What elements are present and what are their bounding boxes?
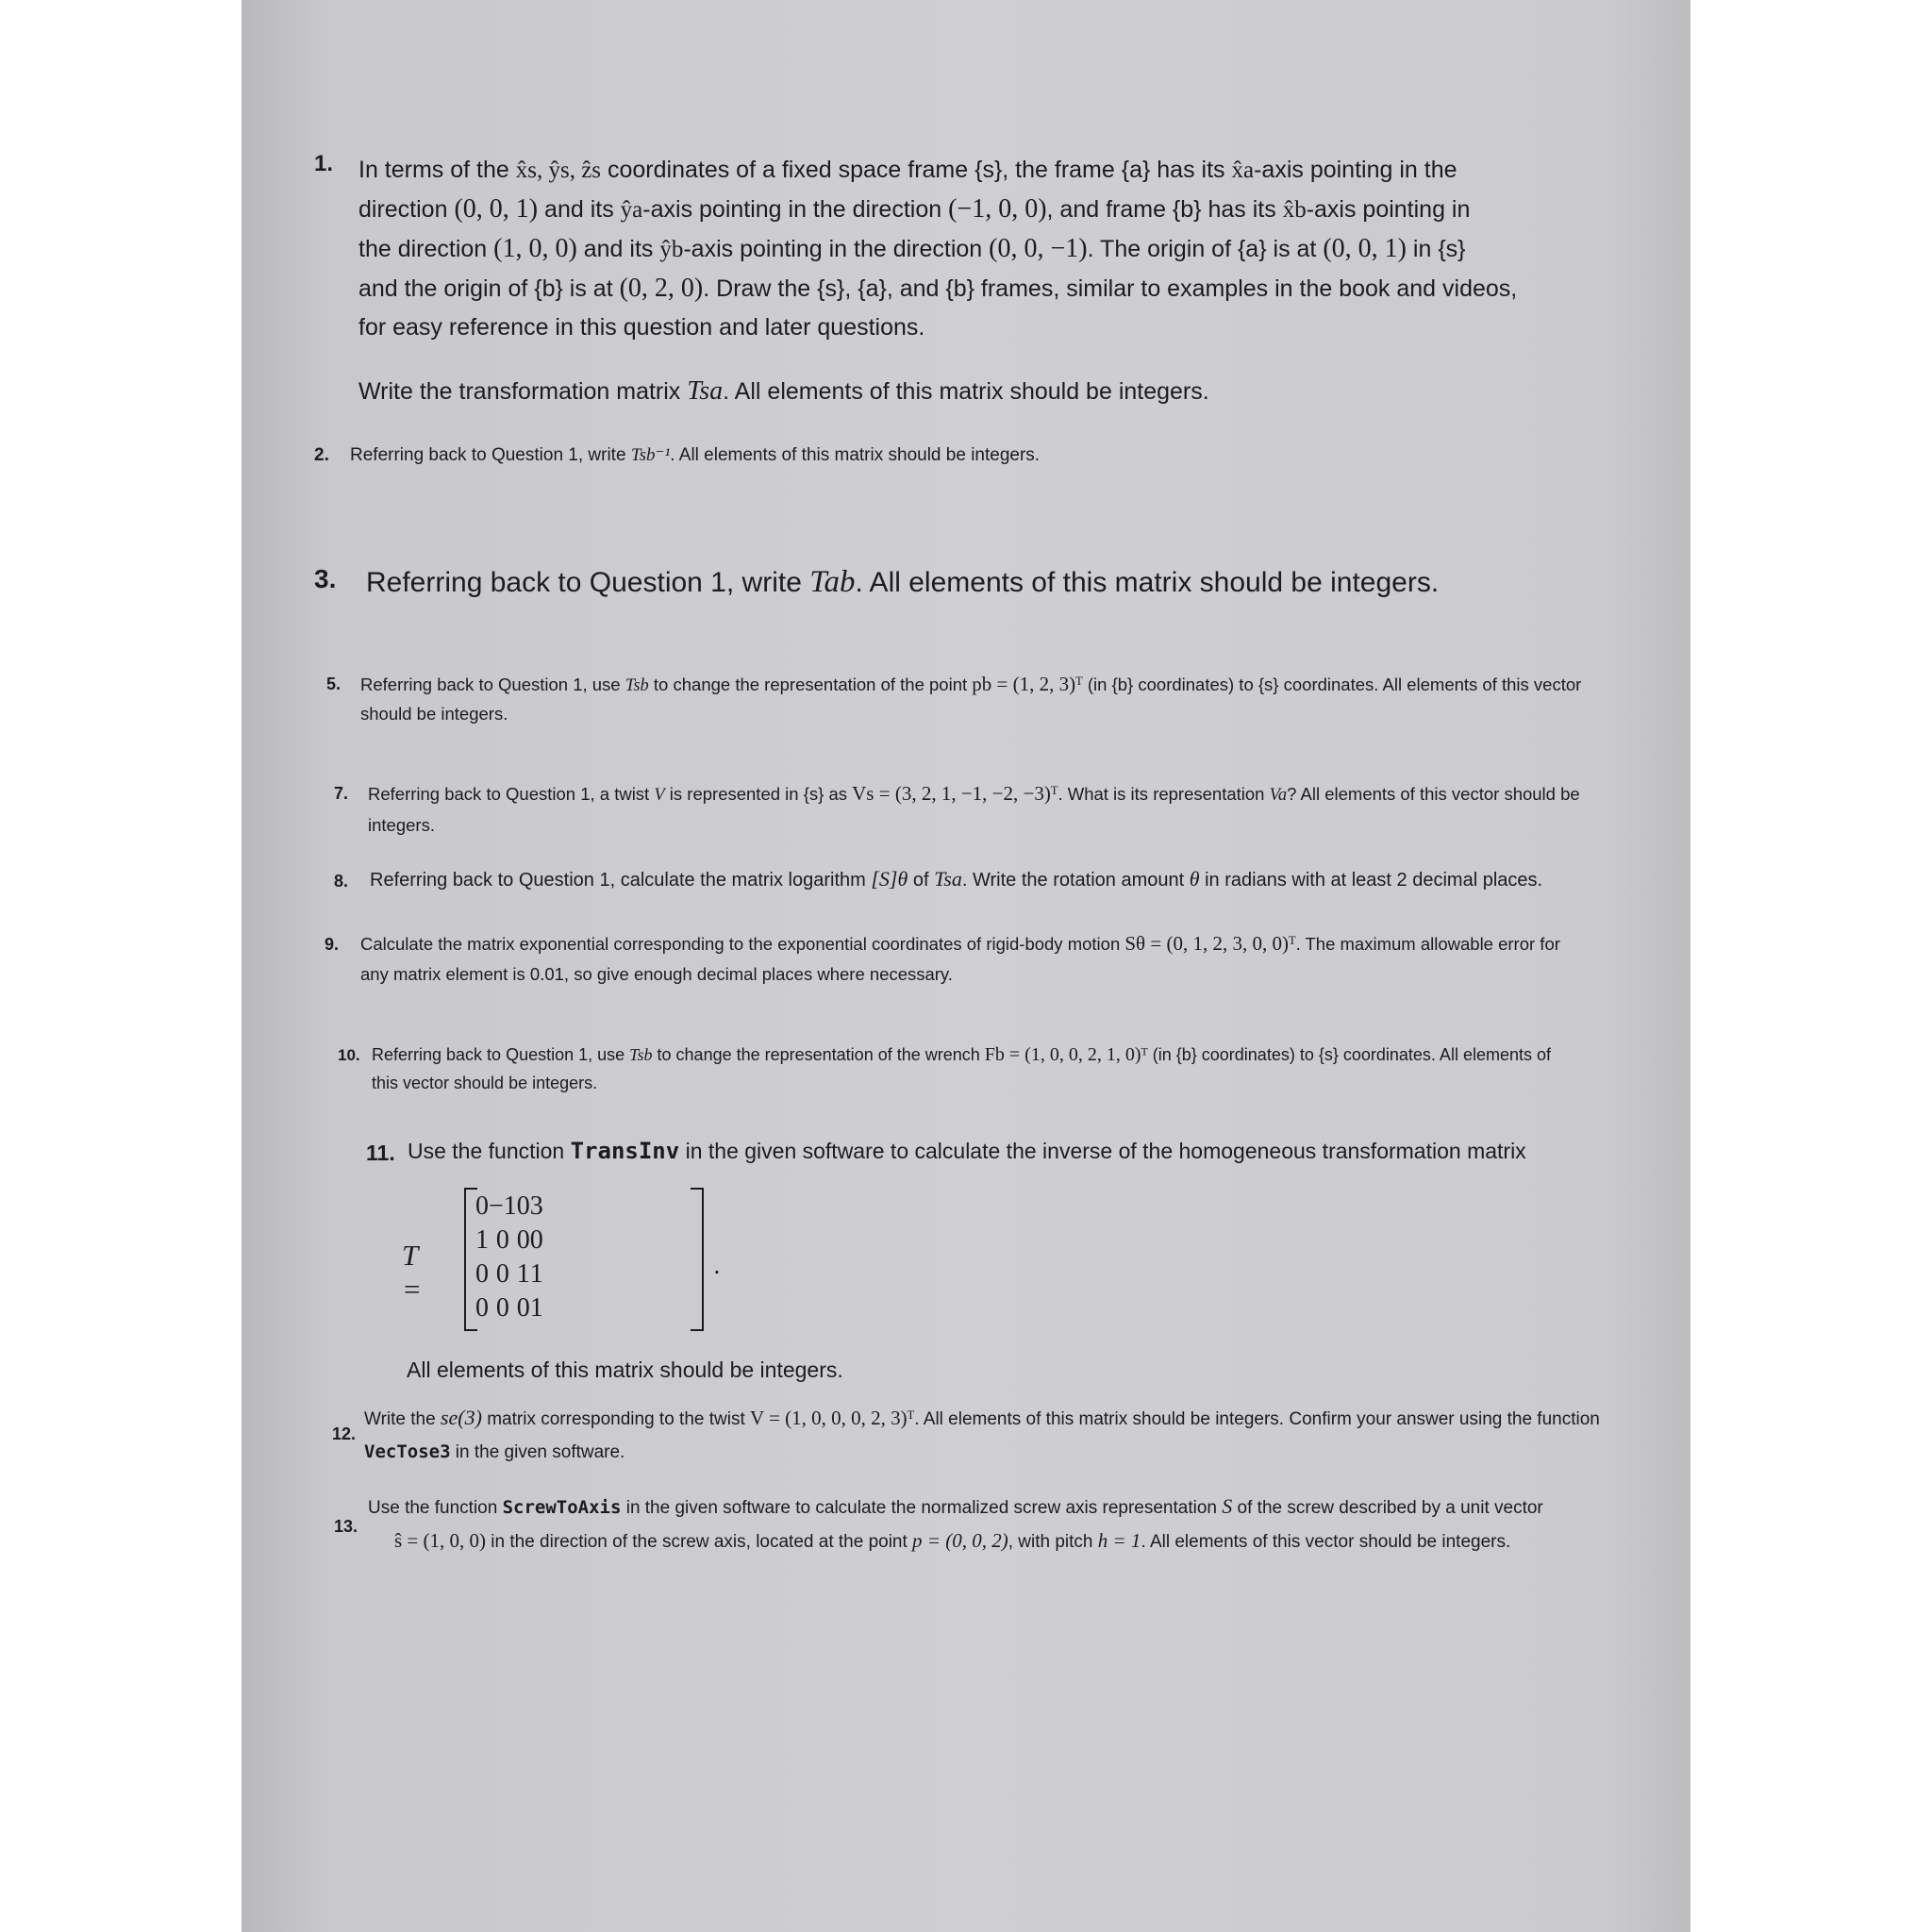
question-text (360, 670, 1606, 728)
matrix-cell: 0 (475, 1259, 489, 1289)
matrix-cell: 0 (516, 1293, 530, 1323)
question-text (368, 1491, 1623, 1558)
matrix-cell: 0 (475, 1293, 489, 1323)
question-number: 1. (314, 151, 334, 176)
matrix-row (475, 1190, 543, 1224)
text-line: for easy reference in this question and later questions. (358, 314, 925, 341)
question-text (372, 1041, 1617, 1097)
question-number: 9. (325, 935, 340, 954)
question-number: 8. (334, 872, 349, 891)
text-line: Referring back to Question 1, use Tsb to change the representation of the wrench Fb = (1, 0, 0, 2, 1, 0)ᵀ (in {b} coordinates) to {s} coordinates. All elements of (372, 1044, 1551, 1065)
text-line: Write the transformation matrix Tsa. All elements of this matrix should be integers. (358, 376, 1209, 406)
right-bracket (691, 1188, 704, 1331)
question-text: Referring back to Question 1, calculate the matrix logarithm [S]θ of Tsa. Write the rotation amount θ in radians with at least 2 decimal places. (370, 867, 1543, 891)
text-line: the direction (1, 0, 0) and its ŷb-axis pointing in the direction (0, 0, −1). The origin of {a} is at (0, 0, 1) in {s} (358, 234, 1466, 263)
matrix-cell: 0 (495, 1225, 509, 1255)
question-number: 3. (314, 564, 337, 593)
question-number: 11. (366, 1141, 395, 1165)
text-line: any matrix element is 0.01, so give enough decimal places where necessary. (360, 964, 953, 984)
matrix-cell: 0 (475, 1191, 489, 1221)
text-line: ŝ = (1, 0, 0) in the direction of the screw axis, located at the point p = (0, 0, 2), with pitch h = 1. All elements of this vector should be integers. (394, 1529, 1511, 1552)
question-text (360, 928, 1615, 990)
question-note: All elements of this matrix should be integers. (407, 1357, 843, 1382)
text-line: Use the function ScrewToAxis in the given software to calculate the normalized screw axis representation S of the screw described by a unit vector (368, 1494, 1543, 1518)
matrix-period: . (713, 1250, 721, 1279)
text-line: Referring back to Question 1, a twist V is represented in {s} as Vs = (3, 2, 1, −1, −2, −3)ᵀ. What is its representation Va? All elements of this vector should be (368, 782, 1580, 805)
matrix-cell: 0 (516, 1191, 530, 1221)
question-number: 5. (326, 675, 341, 693)
question-number: 7. (334, 784, 349, 803)
matrix-cell: 0 (495, 1293, 509, 1323)
matrix-cell: −1 (489, 1191, 517, 1221)
question-text: Referring back to Question 1, write Tab. All elements of this matrix should be integers. (366, 565, 1440, 599)
text-line: VecTose3 in the given software. (364, 1441, 625, 1462)
text-line: direction (0, 0, 1) and its ŷa-axis pointing in the direction (−1, 0, 0), and frame {b} has its x̂b-axis pointing in (358, 194, 1471, 224)
question-number: 13. (334, 1517, 358, 1536)
matrix-body (475, 1190, 543, 1325)
matrix-row (475, 1291, 543, 1325)
text-line: Calculate the matrix exponential corresponding to the exponential coordinates of rigid-body motion Sθ = (0, 1, 2, 3, 0, 0)ᵀ. The maximum allowable error for (360, 932, 1560, 955)
question-number: 10. (338, 1046, 360, 1064)
matrix-row (475, 1224, 543, 1257)
text-line: should be integers. (360, 704, 508, 724)
matrix-row (475, 1257, 543, 1291)
text-line: and the origin of {b} is at (0, 2, 0). Draw the {s}, {a}, and {b} frames, similar to examples in the book and videos, (358, 274, 1518, 303)
question-text: Use the function TransInv in the given software to calculate the inverse of the homogeneous transformation matrix (408, 1138, 1526, 1164)
text-line: this vector should be integers. (372, 1074, 598, 1092)
text-line: Referring back to Question 1, use Tsb to change the representation of the point pb = (1, 2, 3)ᵀ (in {b} coordinates) to {s} coordinates. All elements of this vector (360, 673, 1582, 695)
text-line: Write the se(3) matrix corresponding to the twist V = (1, 0, 0, 0, 2, 3)ᵀ. All elements of this matrix should be integers. Confirm your answer using the function (364, 1406, 1600, 1429)
matrix-cell: 0 (495, 1259, 509, 1289)
question-text (364, 1402, 1619, 1469)
matrix-cell: 1 (529, 1293, 543, 1323)
text-line: In terms of the x̂s, ŷs, ẑs coordinates of a fixed space frame {s}, the frame {a} has its x̂a-axis pointing in the (358, 157, 1457, 183)
matrix-cell: 1 (475, 1225, 489, 1255)
matrix-cell: 1 (516, 1259, 530, 1289)
matrix-cell: 1 (529, 1259, 543, 1289)
question-number: 12. (332, 1424, 357, 1443)
text-line: integers. (368, 815, 435, 835)
matrix-cell: 0 (516, 1225, 530, 1255)
matrix-cell: 0 (529, 1225, 543, 1255)
matrix-label: T = (402, 1239, 422, 1306)
homework-sheet (242, 0, 1690, 1932)
question-number: 2. (314, 445, 329, 465)
question-text (358, 151, 1604, 411)
question-text: Referring back to Question 1, write Tsb⁻¹. All elements of this matrix should be integers. (350, 445, 1041, 465)
question-text (368, 778, 1613, 841)
matrix-cell: 3 (529, 1191, 543, 1221)
